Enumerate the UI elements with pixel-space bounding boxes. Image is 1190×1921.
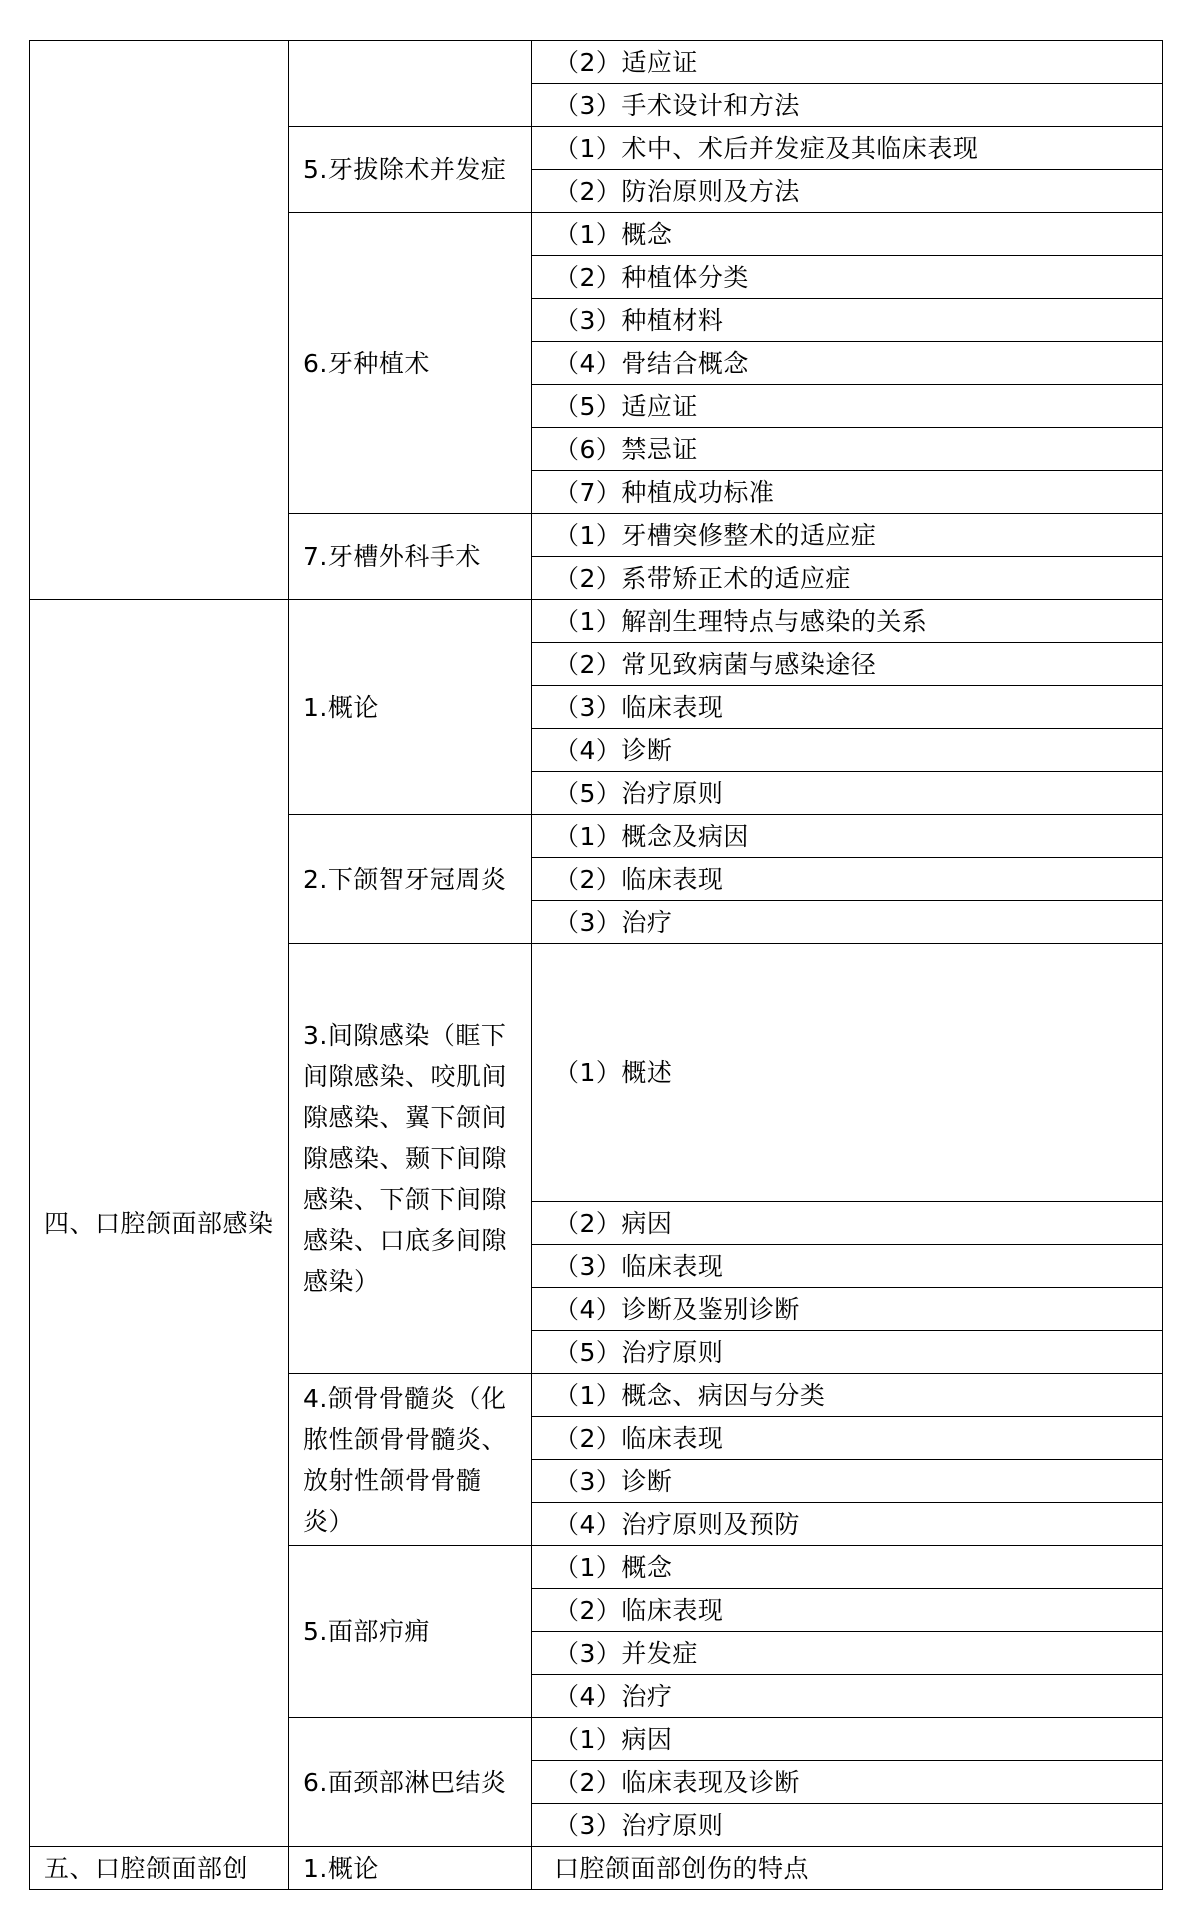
topic-cell: 7.牙槽外科手术	[289, 514, 532, 600]
item-cell: （2）种植体分类	[532, 256, 1163, 299]
item-cell: （2）常见致病菌与感染途径	[532, 643, 1163, 686]
item-cell: （2）临床表现及诊断	[532, 1761, 1163, 1804]
item-cell: （3）并发症	[532, 1632, 1163, 1675]
item-cell: （6）禁忌证	[532, 428, 1163, 471]
item-cell: （2）病因	[532, 1202, 1163, 1245]
item-cell: （5）治疗原则	[532, 772, 1163, 815]
item-cell: （1）概念及病因	[532, 815, 1163, 858]
item-cell: （1）概念	[532, 213, 1163, 256]
syllabus-table	[29, 40, 1163, 1890]
item-cell: （1）术中、术后并发症及其临床表现	[532, 127, 1163, 170]
topic-cell: 5.牙拔除术并发症	[289, 127, 532, 213]
item-cell: （1）解剖生理特点与感染的关系	[532, 600, 1163, 643]
topic-cell: 5.面部疖痈	[289, 1546, 532, 1718]
item-cell: （2）临床表现	[532, 1589, 1163, 1632]
item-cell: （1）牙槽突修整术的适应症	[532, 514, 1163, 557]
item-cell: （5）治疗原则	[532, 1331, 1163, 1374]
item-cell: （3）临床表现	[532, 686, 1163, 729]
table-row	[30, 600, 1163, 643]
item-cell: 口腔颌面部创伤的特点	[532, 1847, 1163, 1890]
item-cell: （4）治疗	[532, 1675, 1163, 1718]
item-cell: （1）概述	[532, 944, 1163, 1202]
item-cell: （4）诊断	[532, 729, 1163, 772]
item-cell: （7）种植成功标准	[532, 471, 1163, 514]
item-cell: （4）治疗原则及预防	[532, 1503, 1163, 1546]
item-cell: （2）临床表现	[532, 1417, 1163, 1460]
topic-cell: 6.面颈部淋巴结炎	[289, 1718, 532, 1847]
item-cell: （4）骨结合概念	[532, 342, 1163, 385]
item-cell: （2）临床表现	[532, 858, 1163, 901]
item-cell: （3）种植材料	[532, 299, 1163, 342]
table-row	[30, 1847, 1163, 1890]
item-cell: （3）治疗	[532, 901, 1163, 944]
item-cell: （2）适应证	[532, 41, 1163, 84]
item-cell: （1）病因	[532, 1718, 1163, 1761]
item-cell: （3）治疗原则	[532, 1804, 1163, 1847]
item-cell: （3）手术设计和方法	[532, 84, 1163, 127]
topic-cell: 1.概论	[289, 1847, 532, 1890]
item-cell: （1）概念、病因与分类	[532, 1374, 1163, 1417]
item-cell: （3）临床表现	[532, 1245, 1163, 1288]
topic-cell: 6.牙种植术	[289, 213, 532, 514]
item-cell: （4）诊断及鉴别诊断	[532, 1288, 1163, 1331]
item-cell: （2）系带矫正术的适应症	[532, 557, 1163, 600]
item-cell: （5）适应证	[532, 385, 1163, 428]
item-cell: （2）防治原则及方法	[532, 170, 1163, 213]
section-cell: 五、口腔颌面部创	[30, 1847, 289, 1890]
topic-cell	[289, 41, 532, 127]
item-cell: （1）概念	[532, 1546, 1163, 1589]
topic-cell: 1.概论	[289, 600, 532, 815]
topic-cell: 4.颌骨骨髓炎（化脓性颌骨骨髓炎、放射性颌骨骨髓炎）	[289, 1374, 532, 1546]
item-cell: （3）诊断	[532, 1460, 1163, 1503]
table-row	[30, 41, 1163, 84]
topic-cell: 3.间隙感染（眶下间隙感染、咬肌间隙感染、翼下颌间隙感染、颞下间隙感染、下颌下间隙感染、口底多间隙感染）	[289, 944, 532, 1374]
section-cell	[30, 41, 289, 600]
topic-cell: 2.下颌智牙冠周炎	[289, 815, 532, 944]
section-cell: 四、口腔颌面部感染	[30, 600, 289, 1847]
